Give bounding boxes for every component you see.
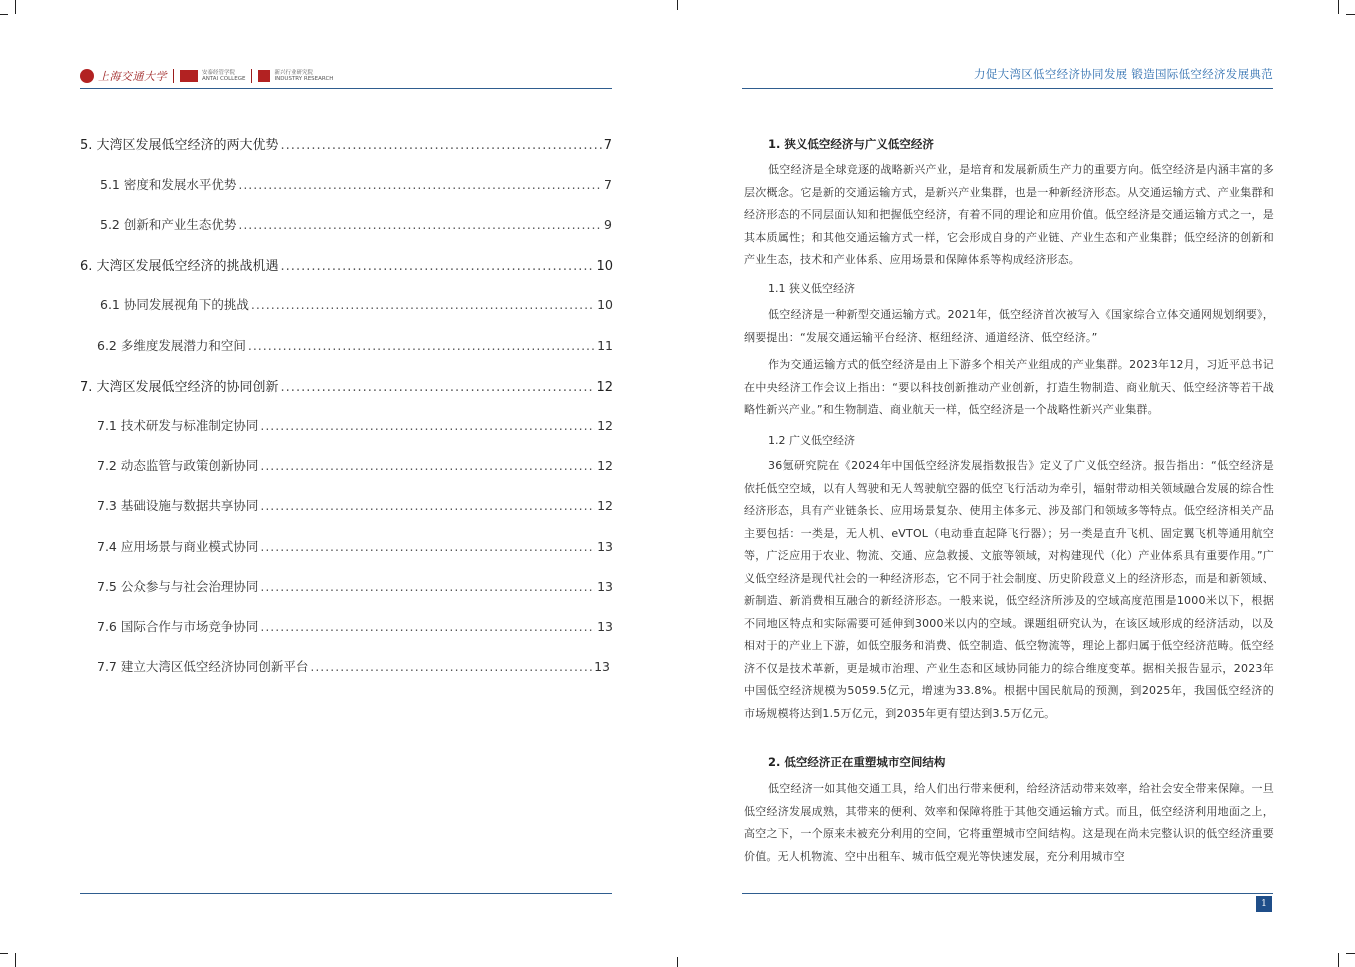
- toc-entry[interactable]: [97, 416, 613, 434]
- toc-entry-label: 7.7 建立大湾区低空经济协同创新平台: [97, 659, 309, 674]
- toc-entry-page: 7: [604, 177, 612, 192]
- toc-entry-page: 10: [596, 259, 613, 274]
- toc-entry-label: 7.2 动态监管与政策创新协同: [97, 458, 259, 473]
- toc-entry-label: 5.2 创新和产业生态优势: [100, 217, 237, 232]
- toc-entry-page: 7: [603, 138, 612, 153]
- toc-entry[interactable]: [97, 456, 613, 474]
- header-rule-right: [742, 88, 1273, 89]
- toc-dot-leader: [238, 217, 602, 232]
- body-paragraph: 36氪研究院在《2024年中国低空经济发展指数报告》定义了广义低空经济。报告指出：“低空经济是依托低空空域，以有人驾驶和无人驾驶航空器的低空飞行活动为牵引，辐射带动相关领域融合发展的综合性经济形态，具有产业链条长、应用场景复杂、使用主体多元、涉及部门和领域多等特点。低空经济相关产品主要包括：一类是，无人机、eVTOL（电动垂直起降飞行器）；另一类是直升飞机、固定翼飞机等通用航空等，广泛应用于农业、物流、交通、应急救援、文旅等领域，对构建现代（化）产业体系具有重要作用。”广义低空经济是现代社会的一种经济形态，它不同于社会制度、历史阶段意义上的经济形态，而是和新领域、新制造、新消费相互融合的新经济形态。一般来说，低空经济所涉及的空域高度范围是1000米以下，根据不同地区特点和实际需要可延伸到3000米以内的空域。课题组研究认为，在该区域形成的经济活动，以及相对于的产业上下游，如低空服务和消费、低空制造、低空物流等，理论上都归属于低空经济范畴。低空经济不仅是技术革新，更是城市治理、产业生态和区域协同能力的综合维度变革。据相关报告显示，2023年中国低空经济规模为5059.5亿元，增速为33.8%。根据中国民航局的预测，到2025年，我国低空经济的市场规模将达到1.5万亿元，到2035年更有望达到3.5万亿元。: [744, 459, 1274, 720]
- toc-dot-leader: [281, 259, 595, 274]
- logo-sjtu-text: 上海交通大学: [98, 70, 167, 83]
- toc-entry-label: 7.1 技术研发与标准制定协同: [97, 418, 259, 433]
- toc-entry[interactable]: [97, 537, 613, 555]
- toc-dot-leader: [260, 418, 595, 433]
- header-rule-left: [80, 88, 612, 89]
- body-paragraph: 低空经济是全球竞逐的战略新兴产业，是培育和发展新质生产力的重要方向。低空经济是内涵丰富的多层次概念。它是新的交通运输方式，是新兴产业集群，也是一种新经济形态。从交通运输方式、产业集群和经济形态的不同层面认知和把握低空经济，有着不同的理论和应用价值。低空经济是交通运输方式之一，是其本质属性；和其他交通运输方式一样，它会形成自身的产业链、产业生态和产业集群；低空经济的创新和产业生态，技术和产业体系、应用场景和保障体系等构成经济形态。: [744, 163, 1274, 266]
- toc-entry-label: 6.1 协同发展视角下的挑战: [100, 297, 249, 312]
- toc-dot-leader: [281, 138, 602, 153]
- toc-entry-label: 7. 大湾区发展低空经济的协同创新: [80, 380, 279, 395]
- toc-entry[interactable]: [97, 617, 613, 635]
- toc-entry[interactable]: [80, 376, 613, 395]
- toc-entry-label: 7.6 国际合作与市场竞争协同: [97, 619, 259, 634]
- toc-entry[interactable]: [100, 295, 613, 313]
- page-number: 1: [1256, 896, 1272, 912]
- toc-entry[interactable]: [97, 336, 613, 354]
- body-paragraph: 低空经济是一种新型交通运输方式。2021年，低空经济首次被写入《国家综合立体交通网规划纲要》，纲要提出：“发展交通运输平台经济、枢纽经济、通道经济、低空经济。”: [744, 308, 1274, 344]
- body-paragraph: 作为交通运输方式的低空经济是由上下游多个相关产业组成的产业集群。2023年12月，习近平总书记在中央经济工作会议上指出：“要以科技创新推动产业创新，打造生物制造、商业航天、低空经济等若干战略性新兴产业。”和生物制造、商业航天一样，低空经济是一个战略性新兴产业集群。: [744, 358, 1274, 416]
- logo-institute-text: 新兴行业研究院 INDUSTRY RESEARCH: [274, 70, 334, 82]
- toc-entry[interactable]: [100, 175, 612, 193]
- toc-entry-label: 5. 大湾区发展低空经济的两大优势: [80, 138, 279, 153]
- subsection-heading-1-1: 1.1 狭义低空经济: [768, 282, 855, 295]
- footer-rule-right: [742, 893, 1273, 894]
- toc-dot-leader: [260, 498, 595, 513]
- logo-divider: [251, 69, 252, 83]
- toc-entry-page: 9: [604, 217, 612, 232]
- toc-entry[interactable]: [97, 496, 613, 514]
- header-logos: [80, 66, 333, 86]
- body-paragraph: 低空经济一如其他交通工具，给人们出行带来便利，给经济活动带来效率，给社会安全带来保障。一旦低空经济发展成熟，其带来的便利、效率和保障将胜于其他交通运输方式。而且，低空经济利用地面之上，高空之下，一个原来未被充分利用的空间，它将重塑城市空间结构。这是现在尚未完整认识的低空经济重要价值。无人机物流、空中出租车、城市低空观光等快速发展，充分利用城市空: [744, 782, 1274, 863]
- toc-entry-label: 6.2 多维度发展潜力和空间: [97, 338, 246, 353]
- toc-dot-leader: [251, 297, 595, 312]
- toc-entry-label: 7.4 应用场景与商业模式协同: [97, 539, 259, 554]
- toc-dot-leader: [310, 659, 592, 674]
- university-emblem-icon: [80, 69, 94, 83]
- toc-dot-leader: [248, 338, 595, 353]
- toc-dot-leader: [281, 380, 595, 395]
- logo-school-text: 安泰经管学院 ANTAI COLLEGE: [202, 70, 246, 82]
- toc-dot-leader: [260, 619, 595, 634]
- subsection-heading-1-2: 1.2 广义低空经济: [768, 434, 855, 447]
- toc-entry-page: 12: [596, 380, 613, 395]
- footer-rule-left: [80, 893, 612, 894]
- toc-dot-leader: [238, 177, 602, 192]
- antai-logo-icon: [180, 70, 198, 82]
- logo-divider: [173, 69, 174, 83]
- toc-entry-page: 13: [597, 539, 613, 554]
- toc-entry[interactable]: [97, 657, 610, 675]
- toc-entry-label: 7.3 基础设施与数据共享协同: [97, 498, 259, 513]
- toc-entry-page: 12: [597, 458, 613, 473]
- toc-entry-label: 7.5 公众参与与社会治理协同: [97, 579, 259, 594]
- running-title: 力促大湾区低空经济协同发展 锻造国际低空经济发展典范: [974, 67, 1273, 81]
- toc-entry-page: 11: [597, 338, 613, 353]
- toc-dot-leader: [260, 458, 595, 473]
- toc-dot-leader: [260, 579, 595, 594]
- section-heading-1: 1. 狭义低空经济与广义低空经济: [768, 137, 934, 151]
- toc-entry-label: 5.1 密度和发展水平优势: [100, 177, 237, 192]
- toc-entry-label: 6. 大湾区发展低空经济的挑战机遇: [80, 259, 279, 274]
- toc-entry-page: 12: [597, 498, 613, 513]
- toc-entry-page: 13: [597, 579, 613, 594]
- toc-dot-leader: [260, 539, 595, 554]
- toc-entry-page: 12: [597, 418, 613, 433]
- toc-entry-page: 13: [597, 619, 613, 634]
- toc-entry[interactable]: [80, 134, 612, 153]
- section-heading-2: 2. 低空经济正在重塑城市空间结构: [768, 755, 946, 769]
- toc-entry[interactable]: [97, 577, 613, 595]
- toc-entry-page: 10: [597, 297, 613, 312]
- toc-entry[interactable]: [100, 215, 612, 233]
- toc-entry[interactable]: [80, 255, 613, 274]
- toc-entry-page: 13: [594, 659, 610, 674]
- institute-logo-icon: [258, 70, 270, 82]
